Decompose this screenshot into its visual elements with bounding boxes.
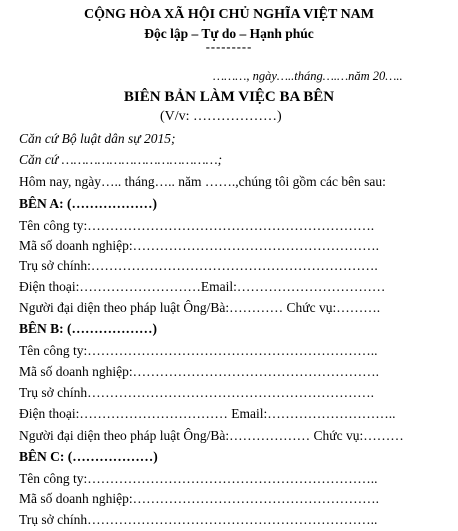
party-c-office: Trụ sở chính……………………………………………………….. bbox=[19, 512, 378, 527]
party-a-tax-code: Mã số doanh nghiệp:………………………………………………. bbox=[19, 238, 379, 253]
date-line: ………, ngày…..tháng….…năm 20….. bbox=[213, 69, 403, 83]
party-b-tax-code: Mã số doanh nghiệp:………………………………………………. bbox=[19, 364, 379, 379]
party-b-contact: Điện thoại:…………………………… Email:……………………….. bbox=[19, 406, 396, 421]
party-a-company: Tên công ty:………………………………………………………. bbox=[19, 218, 375, 233]
party-b-office: Trụ sở chính………………………………………………………. bbox=[19, 385, 375, 400]
party-a-office: Trụ sở chính:………………………………………………………. bbox=[19, 258, 378, 273]
national-motto: Độc lập – Tự do – Hạnh phúc bbox=[144, 26, 314, 41]
party-c-heading: BÊN C: (………………) bbox=[19, 449, 158, 464]
basis-other: Căn cứ …………………………………; bbox=[19, 152, 223, 167]
party-c-company: Tên công ty:……………………………………………………….. bbox=[19, 471, 378, 486]
party-b-heading: BÊN B: (………………) bbox=[19, 321, 157, 336]
basis-civil-code: Căn cứ Bộ luật dân sự 2015; bbox=[19, 131, 176, 146]
document-subject: (V/v: ………………) bbox=[160, 109, 282, 124]
party-c-tax-code: Mã số doanh nghiệp:………………………………………………. bbox=[19, 491, 379, 506]
intro-line: Hôm nay, ngày….. tháng….. năm …….,chúng tôi gồm các bên sau: bbox=[19, 174, 386, 189]
national-title: CỘNG HÒA XÃ HỘI CHỦ NGHĨA VIỆT NAM bbox=[83, 7, 374, 22]
motto-divider: --------- bbox=[205, 40, 253, 54]
party-a-contact: Điện thoại:………………………Email:…………………………… bbox=[19, 279, 386, 294]
party-a-heading: BÊN A: (………………) bbox=[19, 196, 157, 211]
party-b-company: Tên công ty:……………………………………………………….. bbox=[19, 343, 378, 358]
document-title: BIÊN BẢN LÀM VIỆC BA BÊN bbox=[123, 89, 335, 105]
party-b-representative: Người đại diện theo pháp luật Ông/Bà:……………… Chức vụ:……… bbox=[19, 428, 404, 443]
party-a-representative: Người đại diện theo pháp luật Ông/Bà:………… Chức vụ:………. bbox=[19, 300, 381, 315]
